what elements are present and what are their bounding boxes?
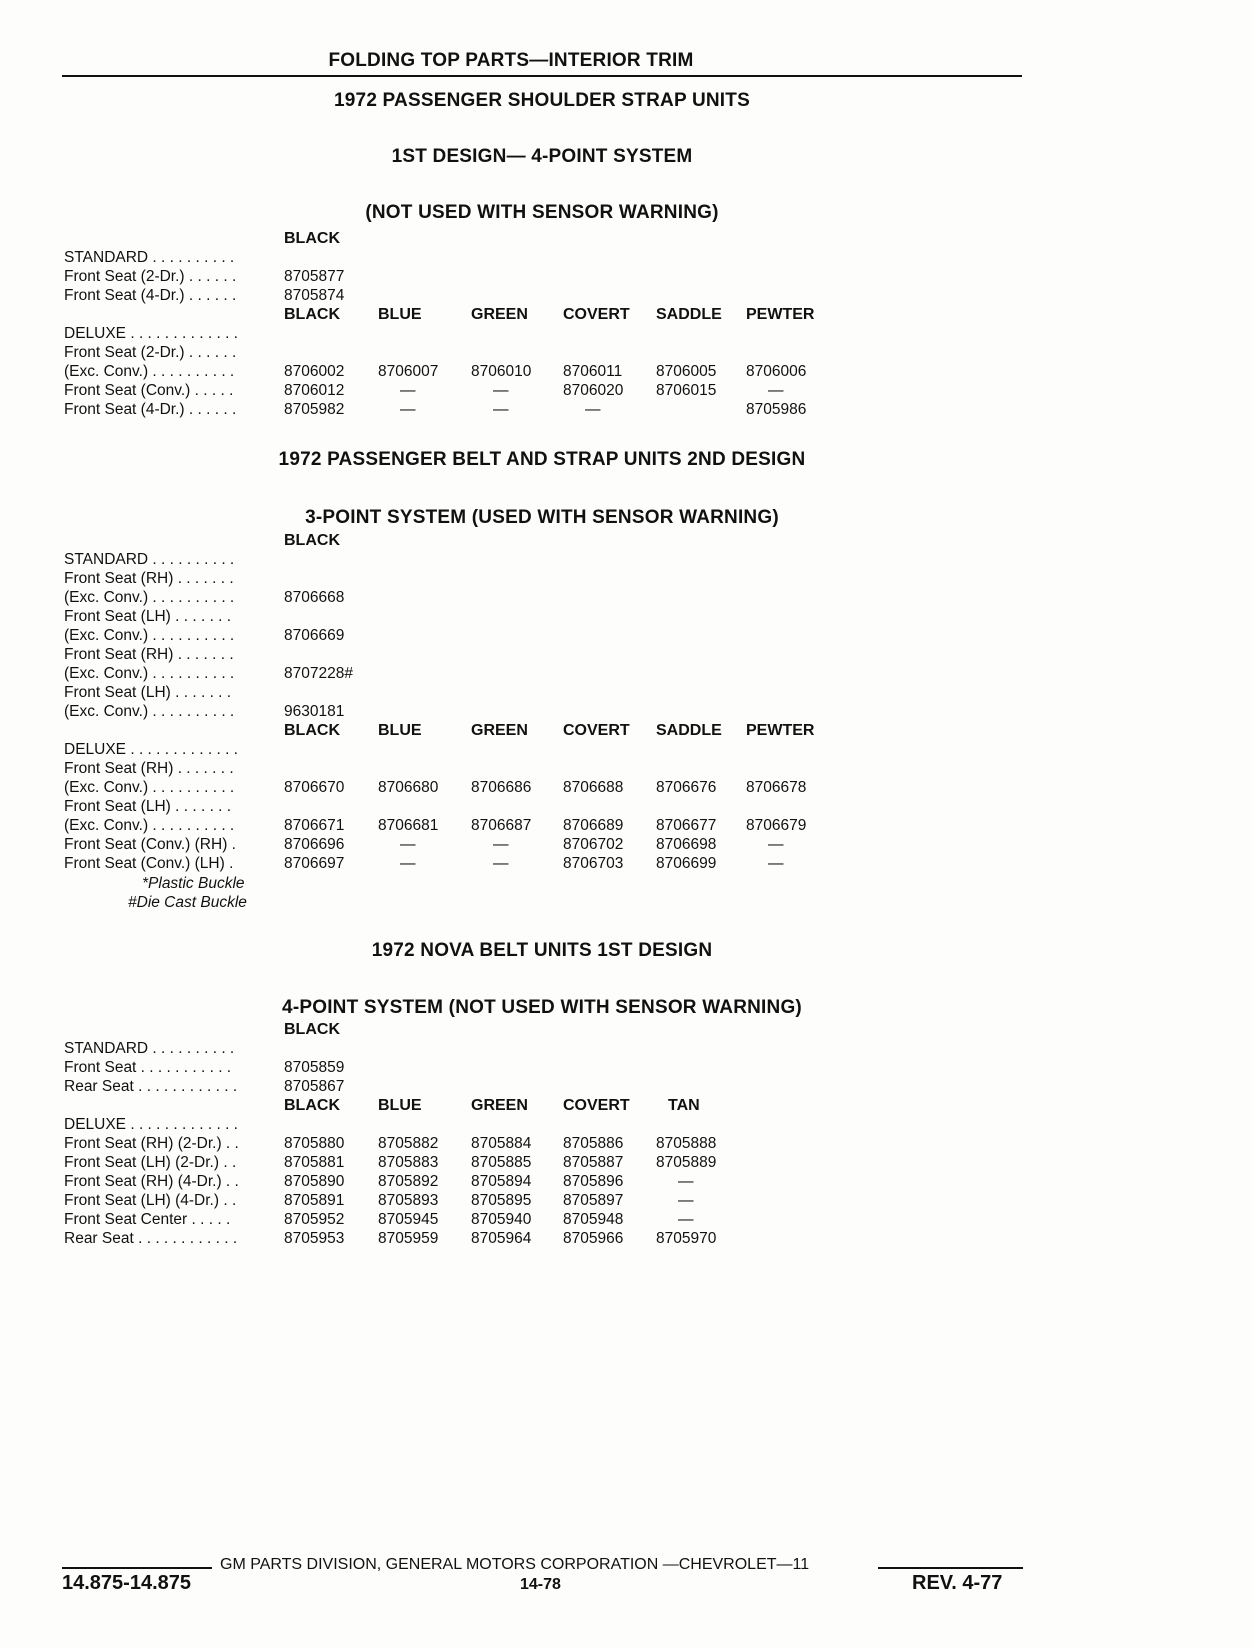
column-header-black: BLACK bbox=[284, 1021, 340, 1038]
not-available-dash: — bbox=[585, 401, 601, 418]
not-available-dash: — bbox=[678, 1211, 694, 1228]
row-label: (Exc. Conv.) . . . . . . . . . . bbox=[64, 363, 235, 380]
page-title: FOLDING TOP PARTS—INTERIOR TRIM bbox=[328, 50, 694, 71]
part-number: 8706669 bbox=[284, 627, 345, 644]
part-number: 8706006 bbox=[746, 363, 807, 380]
part-number: 8706670 bbox=[284, 779, 345, 796]
part-number: 8706671 bbox=[284, 817, 345, 834]
not-available-dash: — bbox=[768, 855, 784, 872]
column-header-pewter: PEWTER bbox=[746, 306, 815, 323]
not-available-dash: — bbox=[400, 401, 416, 418]
column-header-covert: COVERT bbox=[563, 722, 630, 739]
row-label: Rear Seat . . . . . . . . . . . . bbox=[64, 1078, 238, 1095]
part-number: 8706668 bbox=[284, 589, 345, 606]
part-number: 8706676 bbox=[656, 779, 717, 796]
part-number: 8705896 bbox=[563, 1173, 624, 1190]
part-number: 8706678 bbox=[746, 779, 807, 796]
part-number: 8706696 bbox=[284, 836, 345, 853]
row-label: DELUXE . . . . . . . . . . . . . bbox=[64, 325, 238, 342]
part-number: 8705897 bbox=[563, 1192, 624, 1209]
part-number: 8706679 bbox=[746, 817, 807, 834]
not-available-dash: — bbox=[493, 401, 509, 418]
not-available-dash: — bbox=[768, 382, 784, 399]
row-label: (Exc. Conv.) . . . . . . . . . . bbox=[64, 703, 235, 720]
column-header-black: BLACK bbox=[284, 1097, 340, 1114]
part-number: 8705867 bbox=[284, 1078, 345, 1095]
column-header-blue: BLUE bbox=[378, 306, 422, 323]
part-number: 8706687 bbox=[471, 817, 532, 834]
row-label: Front Seat (Conv.) (LH) . bbox=[64, 855, 234, 872]
column-header-green: GREEN bbox=[471, 1097, 528, 1114]
part-number: 8705892 bbox=[378, 1173, 439, 1190]
column-header-blue: BLUE bbox=[378, 1097, 422, 1114]
part-number: 8707228# bbox=[284, 665, 353, 682]
column-header-saddle: SADDLE bbox=[656, 722, 722, 739]
part-number: 8705986 bbox=[746, 401, 807, 418]
column-header-saddle: SADDLE bbox=[656, 306, 722, 323]
part-number: 8705880 bbox=[284, 1135, 345, 1152]
row-label: STANDARD . . . . . . . . . . bbox=[64, 1040, 235, 1057]
part-number: 8705964 bbox=[471, 1230, 532, 1247]
header-rule bbox=[62, 75, 1022, 77]
row-label: Front Seat (RH) . . . . . . . bbox=[64, 570, 234, 587]
part-number: 8705877 bbox=[284, 268, 345, 285]
column-header-blue: BLUE bbox=[378, 722, 422, 739]
part-number: 8705945 bbox=[378, 1211, 439, 1228]
part-number: 8705859 bbox=[284, 1059, 345, 1076]
column-header-black: BLACK bbox=[284, 722, 340, 739]
part-number: 9630181 bbox=[284, 703, 345, 720]
part-number: 8706688 bbox=[563, 779, 624, 796]
row-label: Front Seat (LH) . . . . . . . bbox=[64, 684, 232, 701]
row-label: Rear Seat . . . . . . . . . . . . bbox=[64, 1230, 238, 1247]
row-label: Front Seat (2-Dr.) . . . . . . bbox=[64, 268, 237, 285]
row-label: Front Seat (2-Dr.) . . . . . . bbox=[64, 344, 237, 361]
part-number: 8705886 bbox=[563, 1135, 624, 1152]
not-available-dash: — bbox=[678, 1192, 694, 1209]
row-label: Front Seat . . . . . . . . . . . bbox=[64, 1059, 232, 1076]
part-number: 8705883 bbox=[378, 1154, 439, 1171]
part-number: 8706020 bbox=[563, 382, 624, 399]
part-number: 8705887 bbox=[563, 1154, 624, 1171]
part-number: 8705884 bbox=[471, 1135, 532, 1152]
part-number: 8706702 bbox=[563, 836, 624, 853]
not-available-dash: — bbox=[400, 836, 416, 853]
row-label: (Exc. Conv.) . . . . . . . . . . bbox=[64, 817, 235, 834]
row-label: Front Seat (RH) . . . . . . . bbox=[64, 646, 234, 663]
row-label: STANDARD . . . . . . . . . . bbox=[64, 249, 235, 266]
part-number: 8706680 bbox=[378, 779, 439, 796]
part-number: 8705966 bbox=[563, 1230, 624, 1247]
part-number: 8705959 bbox=[378, 1230, 439, 1247]
section-3-title: 1972 NOVA BELT UNITS 1ST DESIGN bbox=[371, 940, 713, 961]
footnote-plastic-buckle: *Plastic Buckle bbox=[142, 875, 245, 892]
footer-revision: REV. 4-77 bbox=[912, 1572, 1003, 1594]
not-available-dash: — bbox=[493, 836, 509, 853]
row-label: Front Seat Center . . . . . bbox=[64, 1211, 231, 1228]
part-number: 8705893 bbox=[378, 1192, 439, 1209]
part-number: 8706697 bbox=[284, 855, 345, 872]
not-available-dash: — bbox=[768, 836, 784, 853]
column-header-green: GREEN bbox=[471, 306, 528, 323]
part-number: 8706007 bbox=[378, 363, 439, 380]
footer-rule-left bbox=[62, 1567, 212, 1569]
column-header-black: BLACK bbox=[284, 230, 340, 247]
part-number: 8705970 bbox=[656, 1230, 717, 1247]
row-label: (Exc. Conv.) . . . . . . . . . . bbox=[64, 627, 235, 644]
part-number: 8705881 bbox=[284, 1154, 345, 1171]
part-number: 8706686 bbox=[471, 779, 532, 796]
part-number: 8706012 bbox=[284, 382, 345, 399]
row-label: Front Seat (RH) (4-Dr.) . . bbox=[64, 1173, 239, 1190]
row-label: DELUXE . . . . . . . . . . . . . bbox=[64, 741, 238, 758]
not-available-dash: — bbox=[493, 382, 509, 399]
not-available-dash: — bbox=[400, 855, 416, 872]
page-number: 14-78 bbox=[520, 1576, 561, 1593]
part-number: 8705952 bbox=[284, 1211, 345, 1228]
column-header-green: GREEN bbox=[471, 722, 528, 739]
section-1-subtitle: 1ST DESIGN— 4-POINT SYSTEM bbox=[391, 146, 693, 167]
part-number: 8705940 bbox=[471, 1211, 532, 1228]
row-label: DELUXE . . . . . . . . . . . . . bbox=[64, 1116, 238, 1133]
row-label: (Exc. Conv.) . . . . . . . . . . bbox=[64, 779, 235, 796]
part-number: 8706002 bbox=[284, 363, 345, 380]
part-number: 8706699 bbox=[656, 855, 717, 872]
part-number: 8706010 bbox=[471, 363, 532, 380]
section-1-title: 1972 PASSENGER SHOULDER STRAP UNITS bbox=[334, 90, 750, 111]
not-available-dash: — bbox=[493, 855, 509, 872]
section-2-subtitle: 3-POINT SYSTEM (USED WITH SENSOR WARNING) bbox=[305, 507, 779, 528]
column-header-covert: COVERT bbox=[563, 306, 630, 323]
footer-rule-right bbox=[878, 1567, 1023, 1569]
part-number: 8705894 bbox=[471, 1173, 532, 1190]
part-number: 8705890 bbox=[284, 1173, 345, 1190]
part-number: 8705891 bbox=[284, 1192, 345, 1209]
row-label: Front Seat (LH) . . . . . . . bbox=[64, 608, 232, 625]
part-number: 8705882 bbox=[378, 1135, 439, 1152]
row-label: (Exc. Conv.) . . . . . . . . . . bbox=[64, 589, 235, 606]
column-header-covert: COVERT bbox=[563, 1097, 630, 1114]
footer-division: GM PARTS DIVISION, GENERAL MOTORS CORPORATION —CHEVROLET—11 bbox=[220, 1556, 810, 1573]
part-number: 8706689 bbox=[563, 817, 624, 834]
part-number: 8706681 bbox=[378, 817, 439, 834]
part-number: 8706703 bbox=[563, 855, 624, 872]
part-number: 8706011 bbox=[563, 363, 623, 380]
row-label: Front Seat (LH) (2-Dr.) . . bbox=[64, 1154, 237, 1171]
not-available-dash: — bbox=[678, 1173, 694, 1190]
not-available-dash: — bbox=[400, 382, 416, 399]
part-number: 8705953 bbox=[284, 1230, 345, 1247]
section-2-title: 1972 PASSENGER BELT AND STRAP UNITS 2ND DESIGN bbox=[278, 449, 806, 470]
part-number: 8705982 bbox=[284, 401, 345, 418]
row-label: STANDARD . . . . . . . . . . bbox=[64, 551, 235, 568]
row-label: Front Seat (LH) . . . . . . . bbox=[64, 798, 232, 815]
part-number: 8706015 bbox=[656, 382, 717, 399]
footnote-die-cast-buckle: #Die Cast Buckle bbox=[128, 894, 247, 911]
part-number: 8705874 bbox=[284, 287, 345, 304]
row-label: Front Seat (4-Dr.) . . . . . . bbox=[64, 401, 237, 418]
section-3-subtitle: 4-POINT SYSTEM (NOT USED WITH SENSOR WARNING) bbox=[282, 997, 802, 1018]
row-label: Front Seat (Conv.) . . . . . bbox=[64, 382, 234, 399]
section-1-note: (NOT USED WITH SENSOR WARNING) bbox=[365, 202, 719, 223]
row-label: Front Seat (LH) (4-Dr.) . . bbox=[64, 1192, 237, 1209]
footer-code: 14.875-14.875 bbox=[62, 1572, 192, 1594]
row-label: Front Seat (RH) . . . . . . . bbox=[64, 760, 234, 777]
column-header-black: BLACK bbox=[284, 532, 340, 549]
part-number: 8706698 bbox=[656, 836, 717, 853]
row-label: Front Seat (Conv.) (RH) . bbox=[64, 836, 236, 853]
part-number: 8705889 bbox=[656, 1154, 717, 1171]
part-number: 8705885 bbox=[471, 1154, 532, 1171]
column-header-pewter: PEWTER bbox=[746, 722, 815, 739]
row-label: Front Seat (RH) (2-Dr.) . . bbox=[64, 1135, 239, 1152]
part-number: 8705888 bbox=[656, 1135, 717, 1152]
part-number: 8705895 bbox=[471, 1192, 532, 1209]
column-header-tan: TAN bbox=[668, 1097, 700, 1114]
row-label: (Exc. Conv.) . . . . . . . . . . bbox=[64, 665, 235, 682]
row-label: Front Seat (4-Dr.) . . . . . . bbox=[64, 287, 237, 304]
part-number: 8706005 bbox=[656, 363, 717, 380]
part-number: 8706677 bbox=[656, 817, 717, 834]
column-header-black: BLACK bbox=[284, 306, 340, 323]
part-number: 8705948 bbox=[563, 1211, 624, 1228]
